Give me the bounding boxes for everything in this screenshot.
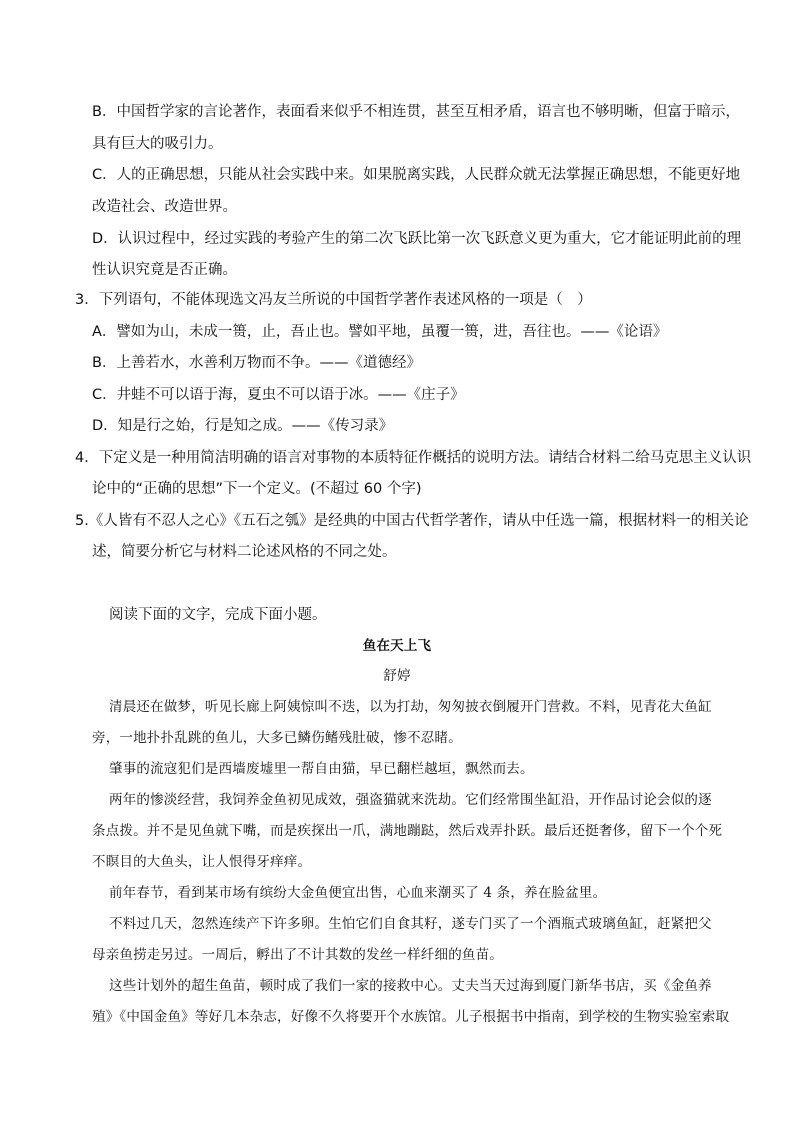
passage-p6-line2: 殖》《中国金鱼》等好几本杂志，好像不久将要开个水族馆。儿子根据书中指南，到学校的生物实验室索取 (92, 1009, 730, 1025)
option-d-line1: D．认识过程中，经过实践的考验产生的第二次飞跃比第一次飞跃意义更为重大，它才能证明此前的理 (92, 231, 742, 247)
passage-p1-line1: 清晨还在做梦，听见长廊上阿姨惊叫不迭，以为打劫，匆匆披衣倒履开门营救。不料，见青花大鱼缸 (109, 699, 712, 715)
passage-p3-line3: 不瞑目的大鱼头，让人恨得牙痒痒。 (92, 854, 312, 870)
passage-p3-line1: 两年的惨淡经营，我饲养金鱼初见成效，强盗猫就来洗劫。它们经常围坐缸沿，开作品讨论会似的逐 (109, 792, 712, 808)
question-4-line1: 4．下定义是一种用简洁明确的语言对事物的本质特征作概括的说明方法。请结合材料二给马克思主义认识 (75, 450, 752, 466)
passage-p1-line2: 旁，一地扑扑乱跳的鱼儿，大多已鳞伤鳍残肚破，惨不忍睹。 (92, 730, 462, 746)
question-3-option-d: D．知是行之始，行是知之成。——《传习录》 (92, 418, 394, 434)
passage-title: 鱼在天上飞 (362, 638, 432, 654)
passage-p5-line1: 不料过几天，忽然连续产下许多卵。生怕它们自食其籽，遂专门买了一个酒瓶式玻璃鱼缸，赶紧把父 (109, 916, 712, 932)
passage-p2-line1: 肇事的流寇犯们是西墙废墟里一帮自由猫，早已翻栏越垣，飘然而去。 (109, 761, 534, 777)
question-5-line1: 5.《人皆有不忍人之心》《五石之瓠》是经典的中国古代哲学著作，请从中任选一篇，根据材料一的相关论 (75, 513, 749, 529)
question-5-line2: 述，简要分析它与材料二论述风格的不同之处。 (92, 544, 397, 560)
passage-p6-line1: 这些计划外的超生鱼苗，顿时成了我们一家的接救中心。丈夫当天过海到厦门新华书店，买《金鱼养 (109, 978, 712, 994)
passage-p5-line2: 母亲鱼捞走另过。一周后，孵出了不计其数的发丝一样纤细的鱼苗。 (92, 947, 503, 963)
option-c-line2: 改造社会、改造世界。 (92, 199, 237, 215)
question-3-stem: 3．下列语句，不能体现选文冯友兰所说的中国哲学著作表述风格的一项是（ ） (75, 292, 592, 308)
passage-p3-line2: 条点拨。并不是见鱼就下嘴，而是疾探出一爪，满地蹦跶，然后戏弄扑跃。最后还挺奢侈，留下一个个死 (92, 823, 723, 839)
option-d-line2: 性认识究竟是否正确。 (92, 262, 237, 278)
question-3-option-b: B．上善若水，水善利万物而不争。——《道德经》 (92, 355, 421, 371)
option-b-line2: 具有巨大的吸引力。 (92, 136, 223, 152)
option-b-line1: B．中国哲学家的言论著作，表面看来似乎不相连贯，甚至互相矛盾，语言也不够明晰，但富于暗示， (92, 104, 740, 120)
passage-p4-line1: 前年春节，看到某市场有缤纷大金鱼便宜出售，心血来潮买了 4 条，养在脸盆里。 (109, 885, 607, 901)
option-c-line1: C．人的正确思想，只能从社会实践中来。如果脱离实践，人民群众就无法掌握正确思想，不能更好地 (92, 167, 741, 183)
question-3-option-c: C．井蛙不可以语于海，夏虫不可以语于冰。——《庄子》 (92, 387, 465, 403)
question-3-option-a: A．譬如为山，未成一篑，止，吾止也。譬如平地，虽覆一篑，进，吾往也。——《论语》 (92, 324, 668, 340)
passage-author: 舒婷 (383, 668, 411, 684)
question-4-line2: 论中的“正确的思想”下一个定义。(不超过 60 个字) (92, 481, 422, 497)
reading-instruction: 阅读下面的文字，完成下面小题。 (109, 607, 327, 623)
